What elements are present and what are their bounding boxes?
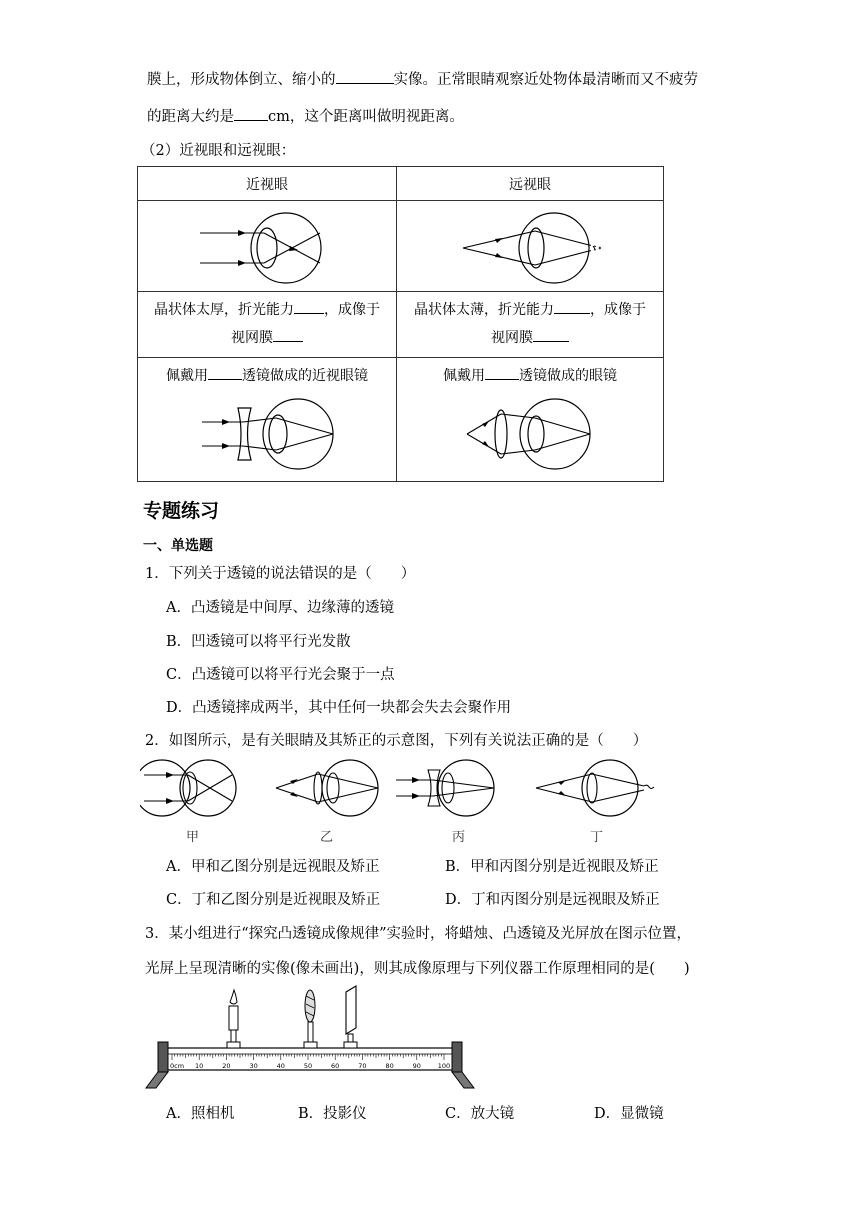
myopia-correction-diagram xyxy=(138,390,396,478)
figure-label-jia: 甲 xyxy=(186,830,200,845)
optical-bench-figure xyxy=(144,984,484,1090)
section-2-heading: （2）近视眼和远视眼： xyxy=(141,143,296,159)
answer-blank xyxy=(234,106,268,121)
desc-text: 晶状体太厚，折光能力 xyxy=(154,302,294,318)
ruler-tick-label: 100 xyxy=(437,1062,451,1070)
light-screen xyxy=(344,986,357,1048)
q1-option-b[interactable]: B．凹透镜可以将平行光发散 xyxy=(166,634,351,650)
hyperopia-eye-diagram xyxy=(397,201,663,291)
q3-stem-line-1: 3．某小组进行“探究凸透镜成像规律”实验时，将蜡烛、凸透镜及光屏放在图示位置， xyxy=(145,926,692,942)
hyperopia-diagram-cell xyxy=(397,201,664,292)
figure-label-ding: 丁 xyxy=(590,830,604,845)
figure-yi xyxy=(276,760,378,816)
myopia-description xyxy=(138,292,397,358)
q1-option-c[interactable]: C．凸透镜可以将平行光会聚于一点 xyxy=(166,667,395,683)
figure-jia xyxy=(140,760,236,816)
q3-option-c[interactable]: C．放大镜 xyxy=(445,1106,515,1122)
intro-text: 的距离大约是 xyxy=(147,109,234,125)
q3-option-d[interactable]: D．显微镜 xyxy=(594,1106,664,1122)
right-support xyxy=(452,1042,462,1072)
right-leg xyxy=(452,1072,474,1088)
q2-option-b[interactable]: B．甲和丙图分别是近视眼及矫正 xyxy=(445,859,659,875)
desc-text: 晶状体太薄，折光能力 xyxy=(414,302,554,318)
figure-ding xyxy=(536,760,654,816)
q3-stem-line-2: 光屏上呈现清晰的实像(像未画出)，则其成像原理与下列仪器工作原理相同的是( ) xyxy=(145,961,690,977)
q3-option-a[interactable]: A．照相机 xyxy=(166,1106,235,1122)
ruler-tick-label: 40 xyxy=(276,1062,285,1070)
answer-blank xyxy=(533,327,569,342)
correction-text: 透镜做成的近视眼镜 xyxy=(242,368,368,384)
answer-blank xyxy=(273,327,303,342)
left-leg xyxy=(146,1072,168,1088)
ruler-tick-label: 0cm xyxy=(170,1062,185,1070)
table-header-myopia: 近视眼 xyxy=(138,167,397,201)
intro-text: 实像。正常眼睛观察近处物体最清晰而又不疲劳 xyxy=(393,72,698,88)
convex-lens xyxy=(304,990,317,1048)
hyperopia-correction-diagram xyxy=(397,390,663,478)
q3-option-b[interactable]: B．投影仪 xyxy=(298,1106,367,1122)
desc-text: ，成像于 xyxy=(324,302,380,318)
table-header-hyperopia: 远视眼 xyxy=(397,167,664,201)
figure-label-yi: 乙 xyxy=(320,830,334,845)
answer-blank xyxy=(208,365,242,380)
hyperopia-correction-cell xyxy=(397,358,664,482)
q2-stem: 2．如图所示，是有关眼睛及其矫正的示意图，下列有关说法正确的是（ ） xyxy=(145,733,648,749)
ruler-tick-label: 20 xyxy=(222,1062,231,1070)
figure-bing xyxy=(396,760,494,816)
ruler-tick-label: 80 xyxy=(385,1062,394,1070)
correction-text: 透镜做成的眼镜 xyxy=(519,368,617,384)
q2-eye-figures xyxy=(140,758,660,820)
q2-option-d[interactable]: D．丁和丙图分别是远视眼及矫正 xyxy=(445,892,660,908)
q2-option-a[interactable]: A．甲和乙图分别是远视眼及矫正 xyxy=(166,859,380,875)
answer-blank xyxy=(554,299,590,314)
ruler-tick-label: 30 xyxy=(249,1062,258,1070)
desc-text: 视网膜 xyxy=(231,330,273,346)
correction-text: 佩戴用 xyxy=(166,368,208,384)
intro-text: cm，这个距离叫做明视距离。 xyxy=(268,109,464,125)
answer-blank xyxy=(294,299,324,314)
intro-line-2 xyxy=(147,105,464,126)
myopia-correction-cell xyxy=(138,358,397,482)
figure-label-bing: 丙 xyxy=(452,830,466,845)
candle xyxy=(227,990,240,1048)
q1-option-a[interactable]: A．凸透镜是中间厚、边缘薄的透镜 xyxy=(166,600,394,616)
ruler-tick-label: 90 xyxy=(412,1062,421,1070)
intro-text: 膜上，形成物体倒立、缩小的 xyxy=(147,72,336,88)
ruler-tick-label: 60 xyxy=(331,1062,340,1070)
q1-option-d[interactable]: D．凸透镜摔成两半，其中任何一块都会失去会聚作用 xyxy=(166,700,512,716)
desc-text: 视网膜 xyxy=(491,330,533,346)
q1-stem: 1．下列关于透镜的说法错误的是（ ） xyxy=(145,566,416,582)
ruler-tick-label: 10 xyxy=(195,1062,204,1070)
answer-blank xyxy=(485,365,519,380)
subsection-title: 一、单选题 xyxy=(143,538,213,554)
left-support xyxy=(158,1042,168,1072)
myopia-eye-diagram xyxy=(138,201,396,291)
q2-option-c[interactable]: C．丁和乙图分别是近视眼及矫正 xyxy=(166,892,381,908)
eye-comparison-table xyxy=(137,166,664,482)
ruler-tick-label: 70 xyxy=(358,1062,367,1070)
ruler-tick-label: 50 xyxy=(303,1062,313,1070)
hyperopia-description xyxy=(397,292,664,358)
intro-line-1 xyxy=(147,68,698,89)
desc-text: ，成像于 xyxy=(590,302,646,318)
myopia-diagram-cell xyxy=(138,201,397,292)
answer-blank xyxy=(336,69,394,84)
correction-text: 佩戴用 xyxy=(443,368,485,384)
section-title: 专题练习 xyxy=(143,500,220,522)
